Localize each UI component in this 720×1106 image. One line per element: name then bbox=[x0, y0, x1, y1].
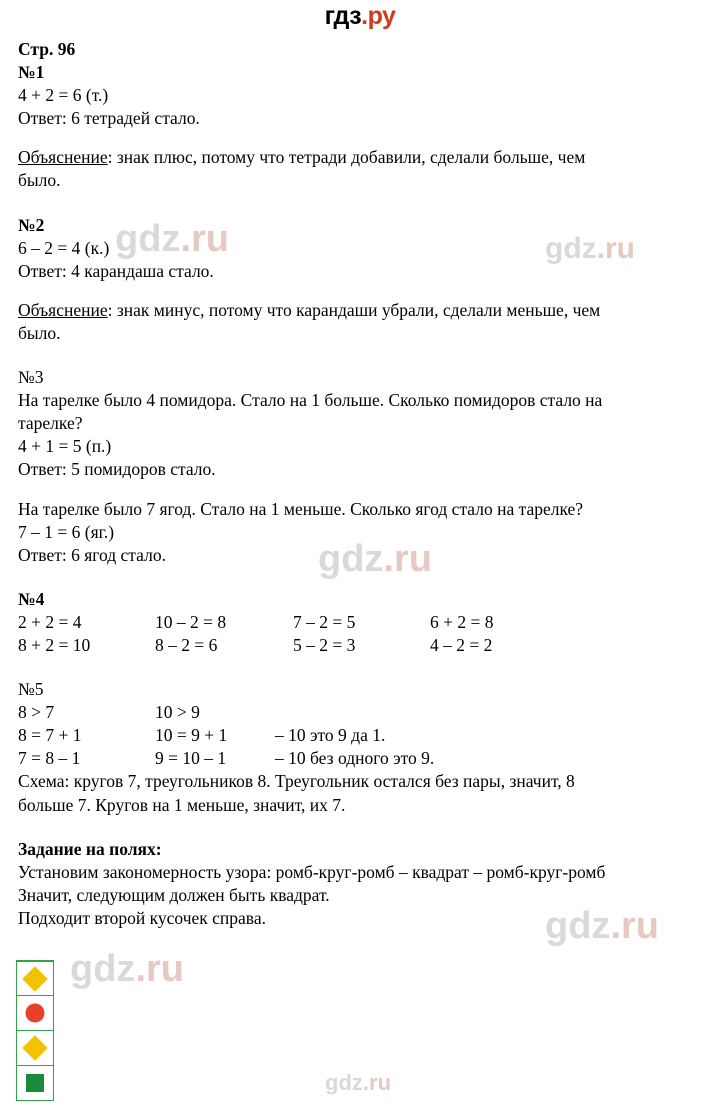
square-icon bbox=[26, 1074, 44, 1092]
task-5-row-3 bbox=[18, 747, 698, 770]
margin-task-line1: Установим закономерность узора: ромб-круг-ромб – квадрат – ромб-круг-ромб bbox=[18, 861, 606, 882]
margin-task-title: Задание на полях: bbox=[18, 838, 162, 859]
margin-task-line2: Значит, следующим должен быть квадрат. bbox=[18, 884, 330, 905]
task-4-cell: 10 – 2 = 8 bbox=[155, 611, 227, 632]
task-5-row-2 bbox=[18, 724, 698, 747]
task-5-cell: – 10 без одного это 9. bbox=[275, 748, 435, 769]
watermark-6: gdz.ru bbox=[325, 1070, 392, 1095]
watermark-2: gdz.ru bbox=[545, 232, 635, 265]
task-4-cell: 8 + 2 = 10 bbox=[18, 634, 91, 655]
task-5-row-1 bbox=[18, 701, 698, 724]
task-5-scheme-line1: Схема: кругов 7, треугольников 8. Треугольник остался без пары, значит, 8 bbox=[18, 771, 575, 792]
watermark-3: gdz.ru bbox=[318, 538, 432, 580]
task-3-problem1-line1: На тарелке было 4 помидора. Стало на 1 больше. Сколько помидоров стало на bbox=[18, 390, 603, 411]
task-1-explanation-line1: : знак плюс, потому что тетради добавили, сделали больше, чем bbox=[107, 147, 586, 168]
task-1-number: №1 bbox=[18, 62, 45, 83]
page-label: Стр. 96 bbox=[18, 39, 76, 59]
diamond-icon bbox=[22, 1035, 47, 1060]
task-5-cell: 7 = 8 – 1 bbox=[18, 748, 81, 769]
task-5-cell: 8 > 7 bbox=[18, 702, 55, 723]
solution-body bbox=[18, 38, 698, 930]
task-4-cell: 8 – 2 = 6 bbox=[155, 634, 218, 655]
task-4-cell: 6 + 2 = 8 bbox=[430, 611, 494, 632]
task-5-cell: 10 = 9 + 1 bbox=[155, 725, 228, 746]
task-1-explanation bbox=[18, 146, 698, 169]
task-1-answer: Ответ: 6 тетрадей стало. bbox=[18, 108, 200, 129]
task-3-problem1-line2: тарелке? bbox=[18, 413, 83, 434]
task-4-cell: 5 – 2 = 3 bbox=[293, 634, 356, 655]
site-logo bbox=[325, 2, 396, 31]
task-1-explanation-label: Объяснение bbox=[18, 147, 108, 168]
watermark-4: gdz.ru bbox=[545, 905, 659, 947]
pattern-cell-diamond-2 bbox=[16, 1030, 54, 1066]
task-5-cell: 9 = 10 – 1 bbox=[155, 748, 227, 769]
diamond-icon bbox=[22, 966, 47, 991]
task-2-explanation bbox=[18, 299, 698, 322]
task-5-cell: 8 = 7 + 1 bbox=[18, 725, 82, 746]
task-4-cell: 4 – 2 = 2 bbox=[430, 634, 493, 655]
task-3-number: №3 bbox=[18, 367, 44, 388]
task-5-cell: 10 > 9 bbox=[155, 702, 200, 723]
task-3-equation2: 7 – 1 = 6 (яг.) bbox=[18, 521, 115, 542]
task-1-equation: 4 + 2 = 6 (т.) bbox=[18, 85, 109, 106]
task-3-equation1: 4 + 1 = 5 (п.) bbox=[18, 436, 112, 457]
task-5-cell: – 10 это 9 да 1. bbox=[275, 725, 386, 746]
task-4-cell: 2 + 2 = 4 bbox=[18, 611, 82, 632]
task-3-answer2: Ответ: 6 ягод стало. bbox=[18, 544, 166, 565]
pattern-cell-circle bbox=[16, 995, 54, 1031]
task-5-scheme-line2: больше 7. Кругов на 1 меньше, значит, их 7. bbox=[18, 794, 346, 815]
pattern-strip bbox=[16, 960, 54, 1100]
margin-task-line3: Подходит второй кусочек справа. bbox=[18, 907, 266, 928]
pattern-cell-square bbox=[16, 1065, 54, 1101]
task-1-explanation-line2: было. bbox=[18, 170, 61, 191]
task-2-explanation-line1: : знак минус, потому что карандаши убрали, сделали меньше, чем bbox=[107, 299, 601, 320]
task-4-number: №4 bbox=[18, 588, 45, 609]
task-3-answer1: Ответ: 5 помидоров стало. bbox=[18, 459, 216, 480]
task-3-problem2: На тарелке было 7 ягод. Стало на 1 меньше. Сколько ягод стало на тарелке? bbox=[18, 498, 584, 519]
task-5-number: №5 bbox=[18, 679, 44, 700]
task-4-row-1 bbox=[18, 611, 698, 634]
task-2-number: №2 bbox=[18, 214, 45, 235]
task-2-explanation-label: Объяснение bbox=[18, 299, 108, 320]
task-2-explanation-line2: было. bbox=[18, 322, 61, 343]
task-4-cell: 7 – 2 = 5 bbox=[293, 611, 356, 632]
site-logo-text: гдз bbox=[324, 2, 362, 30]
task-4-row-2 bbox=[18, 634, 698, 657]
pattern-cell-diamond bbox=[16, 960, 54, 996]
task-2-equation: 6 – 2 = 4 (к.) bbox=[18, 237, 110, 258]
watermark-5: gdz.ru bbox=[70, 948, 184, 990]
watermark-1: gdz.ru bbox=[115, 218, 229, 260]
site-logo-domain: .ру bbox=[361, 2, 396, 30]
task-2-answer: Ответ: 4 карандаша стало. bbox=[18, 260, 214, 281]
circle-icon bbox=[26, 1004, 45, 1023]
